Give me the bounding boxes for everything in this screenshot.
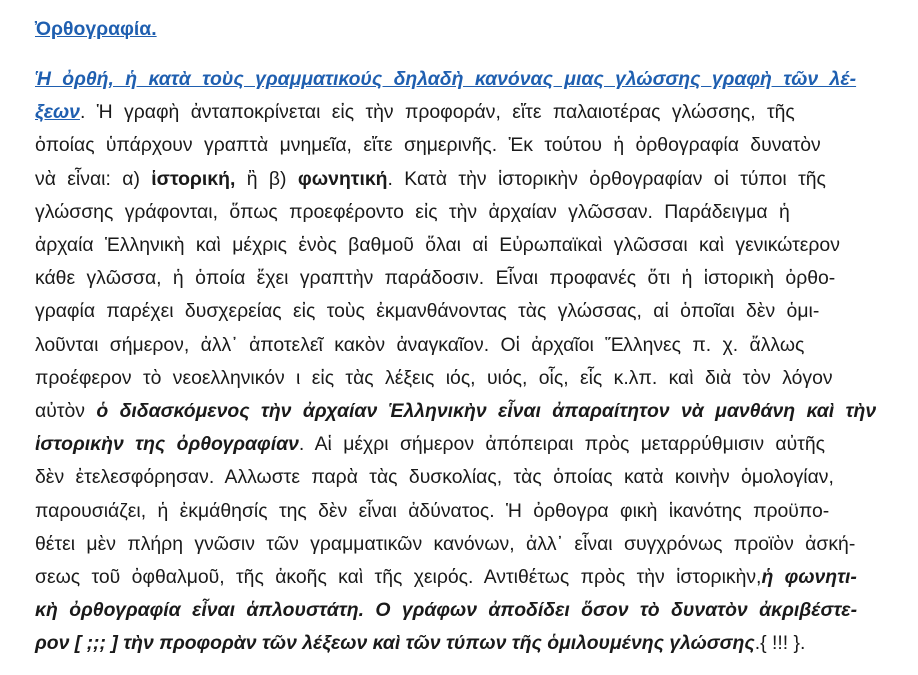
- text-segment: θέτει μὲν πλήρη γνῶσιν τῶν γραμματικῶν κανόνων, ἀλλ᾿ εἶναι συγχρόνως προϊὸν ἀσκή-: [35, 532, 856, 555]
- lead-link-text[interactable]: Ἡ ὀρθή, ἡ κατὰ τοὺς γραμματικούς δηλαδὴ κανόνας μιας γλώσσης γραφὴ τῶν λέ-: [35, 68, 857, 90]
- text-segment: .{ !!! }.: [754, 632, 806, 655]
- text-segment: λοῦνται σήμερον, ἀλλ᾿ ἀποτελεῖ κακὸν ἀναγκαῖον. Οἱ ἀρχαῖοι Ἕλληνες π. χ. ἄλλως: [35, 333, 805, 356]
- text-line: [35, 566, 857, 589]
- text-line: [35, 201, 790, 224]
- text-segment: . Ἡ γραφὴ ἀνταποκρίνεται εἰς τὴν προφοράν, εἴτε παλαιοτέρας γλώσσης, τῆς: [79, 101, 795, 124]
- text-segment: ὁ διδασκόμενος τὴν ἀρχαίαν Ἑλληνικὴν εἶναι ἀπαραίτητον νὰ μανθάνη καὶ τὴν: [96, 400, 877, 422]
- text-segment: ἱστορικὴν της ὀρθογραφίαν: [35, 433, 299, 456]
- text-line: [35, 466, 834, 489]
- text-line: [35, 134, 821, 157]
- text-segment: ρον [ ;;; ] τὴν προφορὰν τῶν λέξεων καὶ τῶν τύπων τῆς ὁμιλουμένης γλώσσης: [35, 632, 755, 655]
- text-segment: γραφία παρέχει δυσχερείας εἰς τοὺς ἐκμανθάνοντας τὰς γλώσσας, αἱ ὁποῖαι δὲν ὁμι-: [35, 300, 820, 323]
- text-segment: . Κατὰ τὴν ἱστορικὴν ὀρθογραφίαν οἱ τύποι τῆς: [387, 167, 826, 190]
- text-line: [35, 500, 829, 523]
- text-segment: φωνητική: [297, 167, 388, 190]
- text-line: [35, 433, 825, 456]
- text-segment: δὲν ἐτελεσφόρησαν. Αλλωστε παρὰ τὰς δυσκολίας, τὰς ὁποίας κατὰ κοινὴν ὁμολογίαν,: [35, 466, 834, 489]
- text-segment: ἡ φωνητι-: [761, 566, 857, 588]
- text-line: [35, 334, 804, 357]
- text-line: [35, 367, 833, 390]
- text-segment: κάθε γλῶσσα, ἡ ὁποία ἔχει γραπτὴν παράδοσιν. Εἶναι προφανές ὅτι ἡ ἱστορικὴ ὀρθο-: [35, 267, 836, 290]
- text-segment: σεως τοῦ ὀφθαλμοῦ, τῆς ἀκοῆς καὶ τῆς χειρός. Αντιθέτως πρὸς τὴν ἱστορικὴν,: [35, 566, 762, 588]
- text-line: [35, 168, 826, 191]
- text-segment: ἱστορική,: [151, 167, 236, 190]
- text-segment: ἀρχαία Ἑλληνικὴ καὶ μέχρις ἑνὸς βαθμοῦ ὅλαι αἱ Εὐρωπαϊκαὶ γλῶσσαι καὶ γενικώτερον: [35, 234, 840, 256]
- text-line: [35, 68, 856, 91]
- text-line: [35, 400, 876, 423]
- document-title: Ὀρθογραφία.: [35, 18, 157, 40]
- text-line: [35, 234, 840, 257]
- text-segment: νὰ εἶναι: α): [35, 167, 152, 190]
- text-line: [35, 101, 795, 124]
- text-segment: γλώσσης γράφονται, ὅπως προεφέροντο εἰς τὴν ἀρχαίαν γλῶσσαν. Παράδειγμα ἡ: [35, 200, 790, 223]
- text-segment: παρουσιάζει, ἡ ἐκμάθησίς της δὲν εἶναι ἀδύνατος. Ἡ ὀρθογρα φικὴ ἱκανότης προϋπο-: [35, 499, 830, 522]
- text-segment: προέφερον τὸ νεοελληνικόν ι εἰς τὰς λέξεις ιός, υιός, οἷς, εἷς κ.λπ. καὶ διὰ τὸν λόγον: [35, 366, 833, 389]
- text-line: [35, 632, 805, 655]
- text-segment: . Αἱ μέχρι σήμερον ἀπόπειραι πρὸς μεταρρύθμισιν αὐτῆς: [298, 433, 826, 456]
- text-segment: κὴ ὀρθογραφία εἶναι ἁπλουστάτη. Ο γράφων ἀποδίδει ὅσον τὸ δυνατὸν ἀκριβέστε-: [35, 599, 858, 622]
- text-line: [35, 533, 855, 556]
- text-segment: ἢ β): [235, 167, 298, 190]
- text-line: [35, 300, 819, 323]
- lead-link-text[interactable]: ξεων: [35, 101, 80, 124]
- text-segment: αὐτὸν: [35, 400, 97, 422]
- text-segment: ὁποίας ὑπάρχουν γραπτὰ μνημεῖα, εἴτε σημερινῆς. Ἐκ τούτου ἡ ὀρθογραφία δυνατὸν: [35, 134, 821, 157]
- text-line: [35, 267, 835, 290]
- text-line: [35, 599, 857, 622]
